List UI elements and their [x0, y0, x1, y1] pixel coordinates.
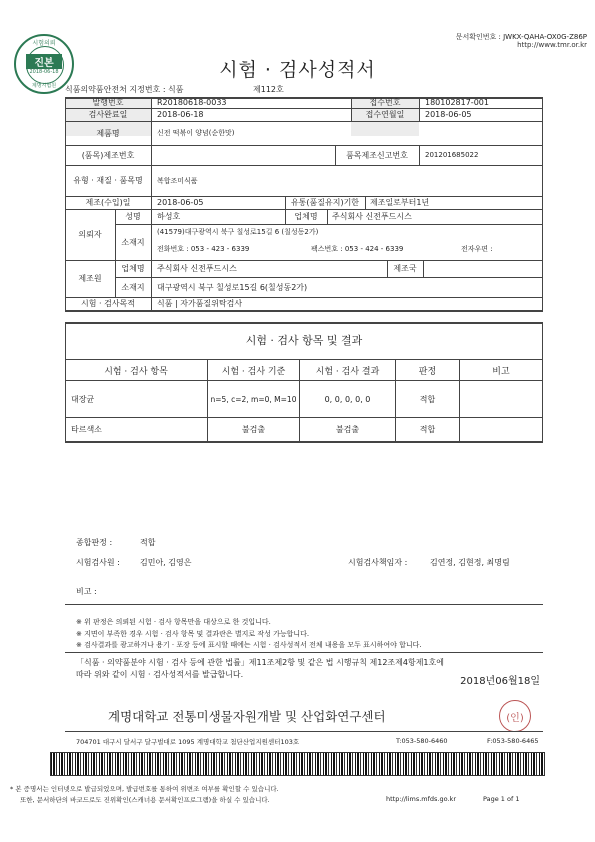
receipt-date-label: 접수연월일	[365, 110, 405, 119]
mfr-address-label: 소재지	[121, 282, 145, 292]
mfr-address: 대구광역시 북구 칠성로15길 6(칠성동2가)	[157, 282, 308, 292]
table-row-standard: n=5, c=2, m=0, M=10	[210, 394, 297, 404]
table-row-standard: 불검출	[241, 425, 266, 434]
client-phone: 전화번호 : 053 - 423 - 6339	[157, 245, 250, 253]
item-mfg-label: (품목)제조번호	[81, 150, 135, 160]
designation-number: 제112호	[253, 85, 284, 94]
footer-url[interactable]: http://lims.mfds.go.kr	[386, 795, 456, 803]
expiry: 제조일로부터1년	[370, 198, 430, 207]
table-row-judgment: 적합	[419, 425, 436, 434]
product-name: 신전 떡볶이 양념(순한맛)	[157, 129, 235, 137]
mfr-company: 주식회사 신전푸드시스	[157, 264, 237, 273]
tester-label: 시험검사원 :	[76, 558, 120, 567]
header-note: 비고	[492, 366, 510, 377]
client-address: (41579)대구광역시 북구 칠성로15길 6 (칠성동2가)	[157, 228, 319, 236]
product-label: 제품명	[96, 128, 120, 138]
client-fax: 팩스번호 : 053 - 424 - 6339	[311, 245, 404, 253]
info-table	[65, 97, 543, 319]
issue-date: 2018년06월18일	[460, 676, 540, 687]
header-standard: 시험 · 검사 기준	[221, 366, 286, 377]
country	[428, 260, 538, 277]
overall-label: 종합판정 :	[76, 538, 113, 547]
doc-check-number: 문서확인번호 : JWKX-QAHA-OX0G-Z86P	[455, 33, 587, 41]
table-row-note	[460, 381, 542, 417]
issuer-name: 계명대학교 전통미생물자원개발 및 산업화연구센터	[108, 709, 386, 724]
results-title: 시험 · 검사 항목 및 결과	[245, 334, 363, 347]
verification-barcode	[50, 752, 545, 776]
issue-no: R20180618-0033	[157, 98, 227, 107]
client-name: 하성호	[157, 212, 181, 221]
official-stamp: (인)	[499, 700, 531, 732]
receipt-date: 2018-06-05	[425, 110, 472, 119]
table-row-item: 대장균	[71, 394, 95, 404]
overall-judgment: 적합	[140, 538, 156, 547]
item-report-no: 201201685022	[425, 151, 479, 159]
header-item: 시험 · 검사 항목	[104, 366, 168, 377]
note-2: ※ 지면이 부족한 경우 시험 · 검사 항목 및 결과란은 별지로 작성 가능합니다.	[76, 630, 310, 638]
page-number: Page 1 of 1	[483, 795, 520, 803]
purpose: 식품 | 자가품질위탁검사	[157, 299, 243, 308]
remark-label: 비고 :	[76, 587, 97, 596]
designation-label: 식품의약품안전처 지정번호 : 식품	[65, 85, 184, 94]
test-done: 2018-06-18	[157, 110, 204, 119]
mfg-date-label: 제조(수입)일	[85, 198, 131, 207]
mfg-date: 2018-06-05	[157, 198, 204, 207]
manager-names: 김연정, 김현정, 최명림	[430, 558, 510, 567]
header-result: 시험 · 검사 결과	[315, 366, 380, 377]
item-mfg	[157, 145, 327, 165]
table-row-note	[460, 418, 542, 441]
footer-line-1: * 본 증명서는 인터넷으로 발급되었으며, 발급번호를 통하여 위변조 여부를 확인할 수 있습니다.	[10, 785, 279, 793]
mfr-company-label: 업체명	[121, 264, 145, 273]
legal-line-1: 「식품 · 의약품분야 시험 · 검사 등에 관한 법률」제11조제2항 및 같은 법 시행규칙 제12조제4항제1호에	[76, 658, 444, 667]
page-title: 시험 · 검사성적서	[219, 59, 376, 81]
item-report-label: 품목제조신고번호	[346, 150, 408, 160]
manager-label: 시험검사책임자 :	[348, 558, 408, 567]
issuer-tel: T:053-580-6460	[396, 737, 448, 745]
issue-no-label: 발행번호	[92, 98, 124, 107]
issuer-fax: F:053-580-6465	[487, 737, 539, 745]
table-row-judgment: 적합	[419, 394, 436, 404]
results-section	[65, 322, 543, 442]
expiry-label: 유통(품질유지)기한	[290, 198, 360, 207]
name-label: 성명	[125, 212, 141, 221]
type-value: 복합조미식품	[157, 176, 198, 185]
company-label: 업체명	[294, 212, 318, 221]
note-1: ※ 위 판정은 의뢰된 시험 · 검사 항목만을 대상으로 한 것입니다.	[76, 618, 271, 626]
country-label: 제조국	[393, 264, 417, 273]
footer-line-2: 또한, 문서하단의 바코드로도 진위확인(스캐너용 문서확인프로그램)을 하실 수 있습니다.	[20, 796, 270, 804]
header-judgment: 판정	[418, 366, 437, 377]
type-label: 유형 · 재질 · 품목명	[73, 176, 143, 185]
authenticity-seal: 시험의뢰 진본 2018-06-18 계명시험원	[14, 34, 74, 94]
manufacturer-label: 제조원	[78, 274, 102, 283]
issuer-address: 704701 대구시 달서구 달구벌대로 1095 계명대학교 첨단산업지원센터103호	[76, 738, 300, 746]
table-row-result: 0, 0, 0, 0, 0	[324, 394, 371, 404]
client-email: 전자우편 :	[461, 245, 493, 253]
receipt-no: 180102817-001	[425, 98, 489, 107]
tester-names: 김민아, 김영은	[140, 558, 192, 567]
client-label: 의뢰자	[78, 230, 102, 239]
address-label: 소재지	[121, 237, 145, 247]
table-row-result: 불검출	[335, 425, 360, 434]
legal-line-2: 따라 위와 같이 시험 · 검사성적서를 발급합니다.	[76, 670, 244, 679]
receipt-no-label: 접수번호	[369, 98, 401, 107]
note-3: ※ 검사결과를 광고하거나 용기 · 포장 등에 표시할 때에는 시험 · 검사성적서 전체 내용을 모두 표시하여야 합니다.	[76, 641, 422, 649]
purpose-label: 시험 · 검사목적	[81, 299, 135, 308]
table-row-item: 타르색소	[71, 425, 102, 434]
test-done-label: 검사완료일	[88, 110, 128, 119]
client-company: 주식회사 신전푸드시스	[332, 212, 412, 221]
website-url[interactable]: http://www.tmr.or.kr	[517, 41, 587, 49]
